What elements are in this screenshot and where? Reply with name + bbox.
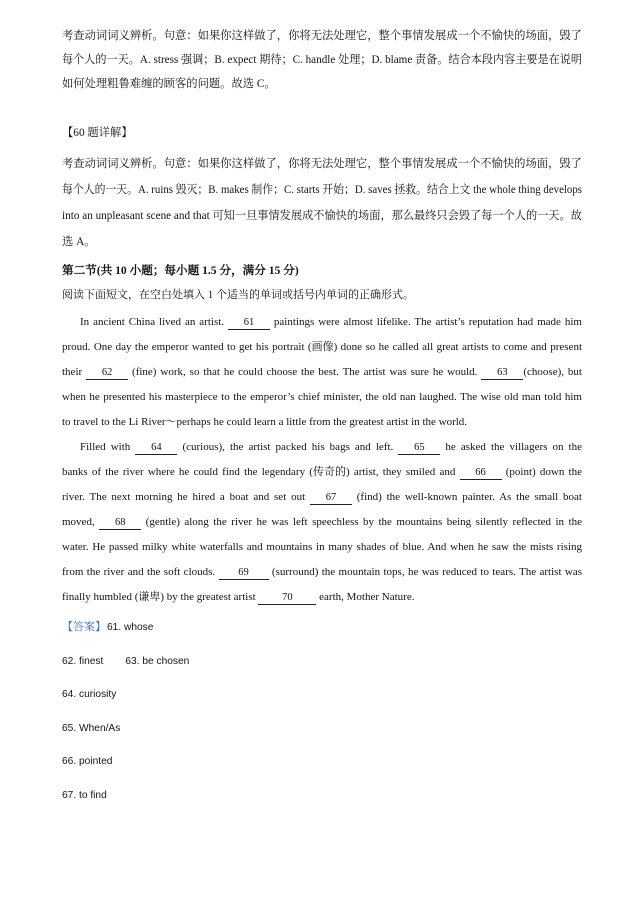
line-text: 选 A。: [62, 236, 96, 248]
answer-row-content: [62, 745, 134, 779]
instruction-text: 阅读下面短文，在空白处填入 1 个适当的单词或括号内单词的正确形式。: [62, 289, 414, 301]
line-text: 如何处理粗鲁难缠的顾客的问题。故选 C。: [62, 78, 276, 90]
answer-list: [62, 611, 582, 813]
blank-67: 67: [310, 492, 352, 505]
line-text: [62, 485, 582, 510]
text-segment: (surround) the mountain tops, he was reduced to tears. The artist was: [268, 566, 582, 578]
text-segment: he asked the villagers on the: [440, 441, 582, 453]
line-text: [62, 585, 414, 610]
blank-63: 63: [481, 367, 523, 380]
blank-61: 61: [228, 317, 270, 330]
answer-item: 67. to find: [62, 789, 107, 801]
answer-label: 【答案】: [62, 621, 106, 633]
blank-69: 69: [219, 567, 269, 580]
answer-item: 61. whose: [107, 622, 154, 633]
answer-row-content: [62, 678, 138, 712]
text-line: [62, 24, 582, 48]
text-segment: Filled with: [80, 441, 136, 453]
line-text: [62, 510, 582, 535]
blank-68: 68: [99, 517, 141, 530]
text-segment: to travel to the Li River～perhaps he could learn a little from the greatest artist in the world.: [62, 416, 468, 428]
line-text: 考查动词词义辨析。句意：如果你这样做了，你将无法处理它，整个事情发展成一个不愉快的场面，毁了: [62, 158, 582, 170]
answer-item: 62. finest: [62, 655, 104, 667]
line-text: 考查动词词义辨析。句意：如果你这样做了，你将无法处理它，整个事情发展成一个不愉快的场面，毁了: [62, 30, 582, 42]
text-line: [62, 510, 582, 535]
line-text: [62, 460, 582, 485]
text-line: [62, 48, 582, 72]
text-segment: earth, Mother Nature.: [316, 591, 415, 603]
blank-62: 62: [86, 367, 128, 380]
text-segment: paintings were almost lifelike. The artist’s reputation had made him: [269, 316, 582, 328]
blank-64: 64: [135, 442, 177, 455]
answer-row: [62, 678, 582, 712]
answer-row-content: [62, 645, 211, 679]
section-title-line: [62, 259, 582, 283]
instruction: [62, 283, 582, 307]
answer-item: 65. When/As: [62, 722, 121, 734]
answer-row: [62, 645, 582, 679]
text-line: [62, 435, 582, 460]
section-title-text: 第二节(共 10 小题；每小题 1.5 分，满分 15 分): [62, 264, 299, 277]
paragraph-2: [62, 435, 582, 610]
blank-66: 66: [460, 467, 502, 480]
blank-70: 70: [258, 592, 316, 605]
answer-row: [62, 745, 582, 779]
answer-item: 66. pointed: [62, 756, 113, 768]
text-line: [62, 485, 582, 510]
answer-row-content: [62, 712, 142, 746]
text-segment: when he presented his masterpiece to the emperor’s chief minister, the old nan laughed. The wise old man told him: [62, 391, 582, 403]
text-line: [62, 310, 582, 335]
text-segment: (find) the well-known painter. As the small boat: [351, 491, 582, 503]
text-line: [62, 203, 582, 229]
answer-item: 64. curiosity: [62, 689, 117, 701]
text-line: [62, 72, 582, 96]
text-line: [62, 460, 582, 485]
text-line: [62, 560, 582, 585]
text-segment: river. The next morning he hired a boat and set out: [62, 491, 310, 503]
answer-item: 63. be chosen: [125, 655, 190, 667]
blank-65: 65: [398, 442, 440, 455]
line-text: 每个人的一天。A. ruins 毁灭；B. makes 制作；C. starts 开始；D. saves 拯救。结合上文 the whole thing develops: [62, 184, 582, 196]
text-line: [62, 410, 582, 435]
heading-60-explanation: [62, 121, 582, 145]
line-text: [62, 335, 582, 360]
text-segment: moved,: [62, 516, 100, 528]
text-segment: In ancient China lived an artist.: [80, 316, 228, 328]
text-line: [62, 535, 582, 560]
line-text: [62, 360, 582, 385]
answer-row-content: [62, 611, 175, 645]
text-segment: their: [62, 366, 87, 378]
text-segment: banks of the river where he could find the legendary (传奇的) artist, they smiled and: [62, 466, 460, 478]
answer-row-content: [62, 779, 129, 813]
text-line: [62, 360, 582, 385]
instruction-line: [62, 283, 582, 307]
text-segment: (curious), the artist packed his bags and left.: [177, 441, 399, 453]
line-text: [62, 385, 582, 410]
paragraph-1: [62, 310, 582, 435]
text-segment: (gentle) along the river he was left speechless by the mountains being silently reflected in the: [141, 516, 582, 528]
text-segment: from the river and the soft clouds.: [62, 566, 219, 578]
text-segment: (fine) work, so that he could choose the best. The artist was sure he would.: [128, 366, 482, 378]
text-segment: (choose), but: [523, 366, 582, 378]
line-text: [80, 310, 582, 335]
answer-row: [62, 611, 582, 645]
text-line: [62, 335, 582, 360]
line-text: into an unpleasant scene and that 可知一旦事情发展成不愉快的场面，那么最终只会毁了每一个人的一天。故: [62, 210, 582, 222]
line-text: [62, 410, 467, 435]
text-line: [62, 585, 582, 610]
explanation-60: [62, 151, 582, 255]
text-line: [62, 151, 582, 177]
line-text: [80, 435, 582, 460]
line-text: [62, 535, 582, 560]
line-text: [62, 560, 582, 585]
text-line: [62, 229, 582, 255]
text-line: [62, 385, 582, 410]
answer-row: [62, 712, 582, 746]
line-text: 每个人的一天。A. stress 强调；B. expect 期待；C. handle 处理；D. blame 责备。结合本段内容主要是在说明: [62, 54, 582, 66]
text-segment: water. He passed milky white waterfalls and mountains in many shades of blue. And when he saw the mists rising: [62, 541, 582, 553]
cloze-passage: [62, 310, 582, 610]
text-line: [62, 177, 582, 203]
heading-line: [62, 121, 582, 145]
heading-text: 【60 题详解】: [62, 127, 133, 139]
section-title: [62, 259, 582, 283]
explanation-59: [62, 24, 582, 96]
text-segment: finally humbled (谦卑) by the greatest artist: [62, 591, 259, 603]
text-segment: (point) down the: [501, 466, 582, 478]
text-segment: proud. One day the emperor wanted to get his portrait (画像) done so he called all great artists to come and present: [62, 341, 582, 353]
answer-row: [62, 779, 582, 813]
